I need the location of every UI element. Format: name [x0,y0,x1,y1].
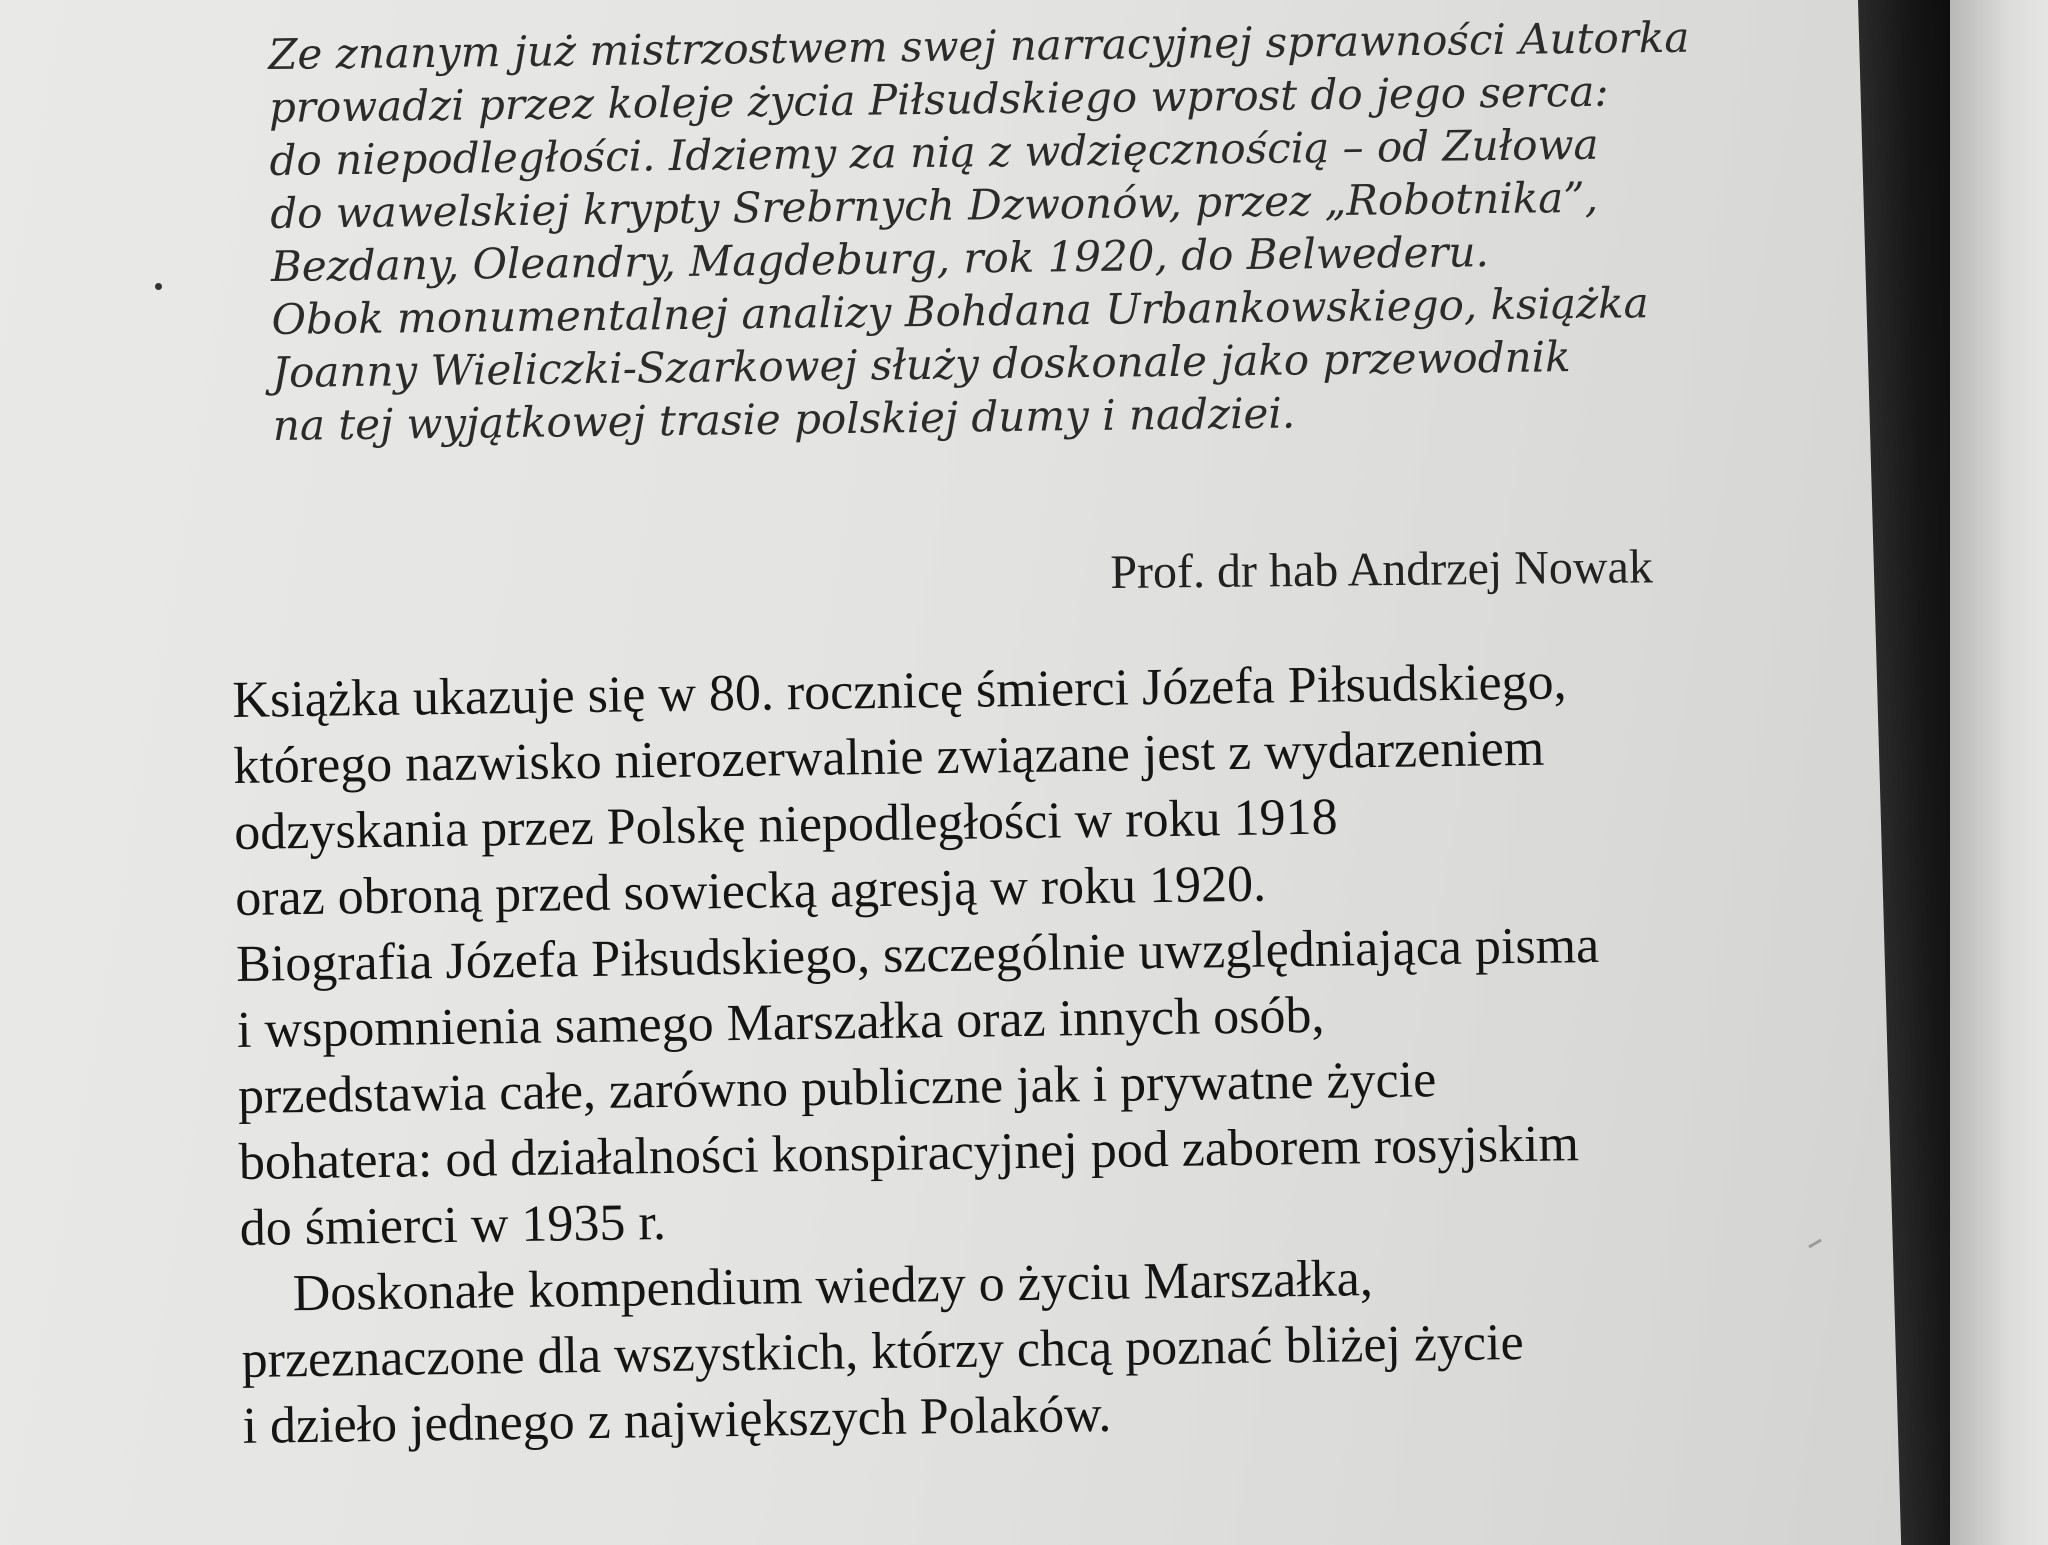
description-line: Biografia Józefa Piłsudskiego, szczególnie uwzględniająca pisma [235,916,1600,993]
description-line: odzyskania przez Polskę niepodległości w roku 1918 [233,788,1338,861]
quote-line: do niepodległości. Idziemy za nią z wdzięcznością – od Zułowa [269,119,1599,185]
book-description [232,646,1803,1460]
description-line: bohatera: od działalności konspiracyjnej pod zaborem rosyjskim [238,1115,1580,1191]
background-edge [1950,0,2048,1545]
quote-line: do wawelskiej krypty Srebrnych Dzwonów, przez „Robotnika”, [269,172,1599,238]
description-line: do śmierci w 1935 r. [239,1193,667,1257]
description-line: oraz obroną przed sowiecką agresją w roku 1920. [234,855,1267,927]
quote-line: Joanny Wieliczki-Szarkowej służy doskonale jako przewodnik [271,332,1571,397]
description-line: przeznaczone dla wszystkich, którzy chcą poznać bliżej życie [241,1314,1524,1389]
quote-line: na tej wyjątkowej trasie polskiej dumy i nadziei. [272,388,1296,450]
quote-author: Prof. dr hab Andrzej Nowak [1110,540,1654,599]
paper-speck [1808,1239,1822,1249]
quote-line: prowadzi przez koleje życia Piłsudskiego wprost do jego serca: [268,66,1609,132]
description-line: Książka ukazuje się w 80. rocznicę śmierci Józefa Piłsudskiego, [232,653,1567,729]
description-line: którego nazwisko nierozerwalnie związane jest z wydarzeniem [232,719,1545,795]
quote-line: Bezdany, Oleandry, Magdeburg, rok 1920, do Belwederu. [270,227,1490,291]
description-line: przedstawia całe, zarówno publiczne jak i prywatne życie [237,1051,1437,1125]
quote-line: Ze znanym już mistrzostwem swej narracyjnej sprawności Autorka [268,12,1690,79]
quote-line: Obok monumentalnej analizy Bohdana Urbankowskiego, książka [271,278,1649,344]
printed-dot-mark [155,283,162,290]
description-line: i dzieło jednego z największych Polaków. [242,1385,1112,1455]
blurb-quote [268,9,1793,452]
description-line: i wspomnienia samego Marszałka oraz innych osób, [236,986,1325,1059]
description-line: Doskonałe kompendium wiedzy o życiu Marszałka, [292,1250,1374,1323]
